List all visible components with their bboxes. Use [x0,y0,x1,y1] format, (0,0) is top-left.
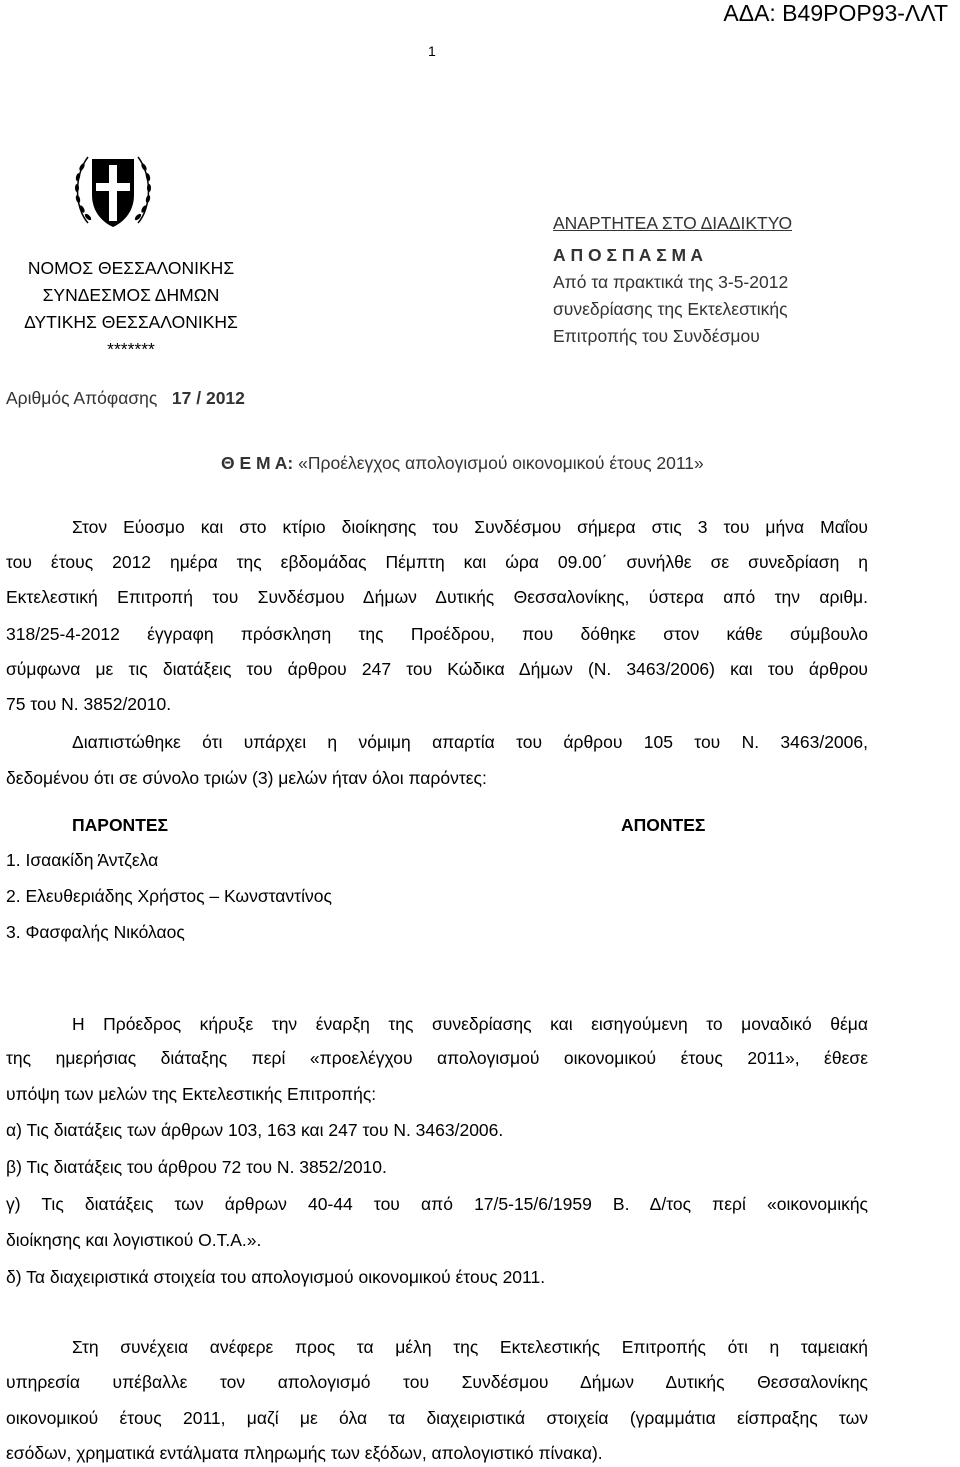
para1-line-1: Στον Εύοσμο και στο κτίριο διοίκησης του Συνδέσμου σήμερα στις 3 του μήνα Μαΐου [72,517,868,537]
para1-line-3: Εκτελεστική Επιτροπή του Συνδέσμου Δήμων Δυτικής Θεσσαλονίκης, ύστερα από την αριθμ. [6,587,868,607]
issuer-block [6,255,256,363]
absent-heading: ΑΠΟΝΤΕΣ [621,815,706,835]
present-member: 1. Ισαακίδη Άντζελα [6,850,159,870]
para3-item-b: β) Τις διατάξεις του άρθρου 72 του Ν. 3852/2010. [6,1157,387,1177]
subject-label: Θ Ε Μ Α: [221,453,294,473]
para3-line-2: της ημερήσιας διάταξης περί «προελέγχου απολογισμού οικονομικού έτους 2011», έθεσε [6,1048,868,1068]
extract-title: Α Π Ο Σ Π Α Σ Μ Α [553,245,703,265]
decision-number [6,388,245,409]
present-member: 3. Φασφαλής Νικόλαος [6,922,185,942]
para4-line-3: οικονομικού έτους 2011, μαζί με όλα τα διαχειριστικά στοιχεία (γραμμάτια είσπραξης των [6,1408,868,1428]
publish-notice: ΑΝΑΡΤΗΤΕΑ ΣΤΟ ΔΙΑΔΙΚΤΥΟ [553,213,793,233]
para1-line-5: σύμφωνα με τις διατάξεις του άρθρου 247 του Κώδικα Δήμων (Ν. 3463/2006) και του άρθρου [6,659,868,679]
ada-code: ΑΔΑ: Β49ΡΟΡ93-ΛΛΤ [723,0,948,26]
para3-line-3: υπόψη των μελών της Εκτελεστικής Επιτροπής: [6,1084,377,1104]
subject-text: «Προέλεγχος απολογισμού οικονομικού έτους 2011» [298,453,704,473]
para1-line-6: 75 του Ν. 3852/2010. [6,694,172,714]
issuer-line-1: ΝΟΜΟΣ ΘΕΣΣΑΛΟΝΙΚΗΣ [27,258,235,278]
page-number: 1 [428,43,436,59]
decision-value: 17 / 2012 [171,388,245,408]
para3-item-c: γ) Τις διατάξεις των άρθρων 40-44 του από 17/5-15/6/1959 Β. Δ/τος περί «οικονομικής [6,1194,868,1214]
issuer-line-2: ΣΥΝΔΕΣΜΟΣ ΔΗΜΩΝ [42,285,220,305]
subject [221,453,704,474]
para1-line-4: 318/25-4-2012 έγγραφη πρόσκληση της Προέδρου, που δόθηκε στον κάθε σύμβουλο [6,624,868,644]
para3-item-d: δ) Τα διαχειριστικά στοιχεία του απολογισμού οικονομικού έτους 2011. [6,1267,546,1287]
extract-block [553,210,792,350]
greek-coat-of-arms-icon [72,145,154,233]
para3-item-a: α) Τις διατάξεις των άρθρων 103, 163 και 247 του Ν. 3463/2006. [6,1120,504,1140]
para1-line-2: του έτους 2012 ημέρα της εβδομάδας Πέμπτη και ώρα 09.00΄ συνήλθε σε συνεδρίαση η [6,552,868,572]
issuer-separator: ******* [107,339,155,359]
present-heading: ΠΑΡΟΝΤΕΣ [72,815,169,835]
para2-line-2: δεδομένου ότι σε σύνολο τριών (3) μελών ήταν όλοι παρόντες: [6,768,487,788]
extract-line-1: Από τα πρακτικά της 3-5-2012 [553,272,789,292]
para3-line-1: Η Πρόεδρος κήρυξε την έναρξη της συνεδρίασης και εισηγούμενη το μοναδικό θέμα [72,1014,868,1034]
decision-label: Αριθμός Απόφασης [6,388,158,408]
para4-line-4: εσόδων, χρηματικά εντάλματα πληρωμής των εξόδων, απολογιστικό πίνακα). [6,1443,603,1463]
para2-line-1: Διαπιστώθηκε ότι υπάρχει η νόμιμη απαρτία του άρθρου 105 του Ν. 3463/2006, [72,732,868,752]
issuer-line-3: ΔΥΤΙΚΗΣ ΘΕΣΣΑΛΟΝΙΚΗΣ [24,312,238,332]
para3-item-c-cont: διοίκησης και λογιστικού Ο.Τ.Α.». [6,1230,262,1250]
extract-line-3: Επιτροπής του Συνδέσμου [553,326,760,346]
para4-line-2: υπηρεσία υπέβαλλε τον απολογισμό του Συνδέσμου Δήμων Δυτικής Θεσσαλονίκης [6,1372,868,1392]
para4-line-1: Στη συνέχεια ανέφερε προς τα μέλη της Εκτελεστικής Επιτροπής ότι η ταμειακή [72,1337,868,1357]
extract-line-2: συνεδρίασης της Εκτελεστικής [553,299,788,319]
present-member: 2. Ελευθεριάδης Χρήστος – Κωνσταντίνος [6,886,332,906]
